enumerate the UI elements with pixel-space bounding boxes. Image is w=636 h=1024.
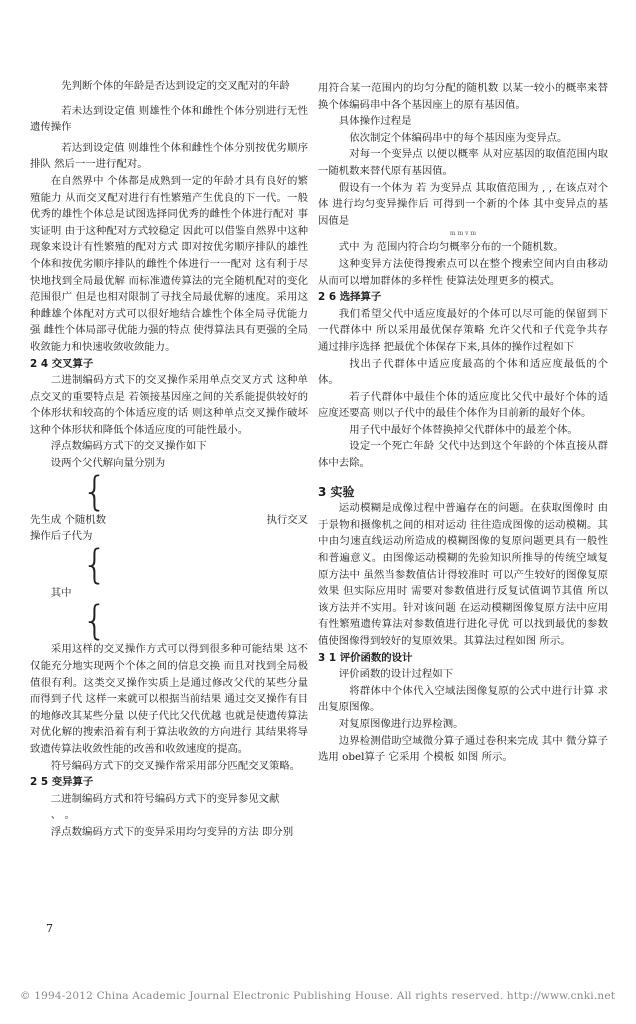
paragraph: 其中 — [50, 586, 72, 599]
equation-brace: { — [82, 541, 108, 588]
paragraph: 用符合某一范围内的均匀分配的随机数 以某一较小的概率来替换个体编码串中各个基因座上的原有基因值。 — [318, 82, 608, 111]
paragraph: 先判断个体的年龄是否达到设定的交叉配对的年龄 — [61, 80, 290, 92]
page-number: 7 — [46, 922, 53, 935]
paragraph: 浮点数编码方式下的变异采用均匀变异的方法 即分别 — [50, 825, 294, 838]
paragraph: 将群体中个体代入空域法图像复原的公式中进行计算 求出复原图像。 — [318, 684, 608, 714]
paragraph: 具体操作过程是 — [338, 115, 412, 128]
paragraph: 在自然界中 个体都是成熟到一定的年龄才具有良好的繁殖能力 从而交叉配对进行有性繁殖产生优良的下一代。一般优秀的雄性个体总是试图选择同优秀的雌性个体进行配对 事实证明 由于这种配对方式较稳定 因此可以借鉴自然界中这种现象来设计有性繁殖的配对方式 即对按优劣顺序排队的雄性个体和按优劣顺序排队的雌性个体进行一一配对 这有利于尽快地找到全局最优解 而标准遗传算法的完全随机配对的变化范围很广 但是也相对限制了寻找全局最优解的速度。采用这种雌雄个体配对方式可以很好地结合雄性个体全局寻优能力强 雌性个体局部寻优能力强的特点 使得算法具有更强的全局收敛能力和快速收敛收敛能力。 — [30, 174, 308, 353]
paragraph: 这种变异方法使得搜索点可以在整个搜索空间内自由移动 从而可以增加群体的多样性 使算法处理更多的模式。 — [318, 257, 608, 287]
paragraph: 设定一个死亡年龄 父代中达到这个年龄的个体直接从群体中去除。 — [318, 440, 608, 470]
equation-line — [30, 512, 308, 529]
equation-brace: { — [82, 468, 108, 515]
equation-subscripts: m m v m — [449, 230, 477, 238]
paragraph: 找出子代群体中适应度最高的个体和适应度最低的个体。 — [318, 357, 608, 387]
text-run: 先生成 个随机数 — [30, 513, 107, 526]
paragraph: 采用这样的交叉操作方式可以得到很多种可能结果 这不仅能充分地实现两个个体之间的信息交换 而且对找到全局极值很有利。这类交叉操作实质上是通过修改父代的某些分量而得到子代 这样一来就可以根据当前结果 通过交叉操作有目的地修改其某些分量 以使子代比父代优越 也就是使遗传算法对优化解的搜索沿着有利于算法收敛的方向进行 其结果将导致遗传算法收敛性能的改善和收敛速度的提高。 — [30, 643, 308, 755]
paragraph: 二进制编码方式和符号编码方式下的变异参见文献 — [50, 792, 280, 805]
paragraph: 评价函数的设计过程如下 — [338, 668, 454, 681]
paragraph: 浮点数编码方式下的交叉操作如下 — [50, 440, 207, 453]
paragraph: 假设有一个体为 若 为变异点 其取值范围为 , , 在该点对个体 进行均匀变异操作后 可得到一个新的个体 其中变异点的基因值是 — [318, 181, 608, 227]
paragraph: 二进制编码方式下的交叉操作采用单点交叉方式 这种单点交叉的重要特点是 若领接基因座之间的关系能提供较好的个体形状和较高的个体适应度的话 则这种单点交叉操作破坏这种个体形状和降低个体适应度的可能性最小。 — [30, 374, 308, 436]
paragraph: 设两个父代解向量分别为 — [50, 457, 166, 470]
copyright-footer: © 1994-2012 China Academic Journal Electronic Publishing House. All rights reserved. http://www.cnki.net — [20, 990, 616, 1002]
text-run: 执行交叉 — [266, 513, 308, 526]
right-column — [318, 80, 608, 766]
equation-brace: { — [82, 598, 108, 645]
paragraph: 对每一个变异点 以便以概率 从对应基因的取值范围内取一随机数来替代原有基因值。 — [318, 148, 608, 177]
paragraph: 式中 为 范围内符合均匀概率分布的一个随机数。 — [338, 241, 564, 254]
section-heading: 2 6 选择算子 — [318, 291, 382, 304]
paragraph: 边界检测借助空域微分算子通过卷积来完成 其中 微分算子选用 obel算子 它采用 个模板 如图 所示。 — [318, 734, 608, 764]
paragraph: 操作后子代为 — [30, 530, 93, 543]
paragraph: 对复原图像进行边界检测。 — [338, 717, 464, 730]
paragraph: 若达到设定值 则雄性个体和雌性个体分别按优劣顺序排队 然后一一进行配对。 — [30, 141, 308, 171]
section-heading: 3 1 评价函数的设计 — [318, 651, 413, 664]
paragraph: 若未达到设定值 则雄性个体和雌性个体分别进行无性遗传操作 — [30, 104, 308, 134]
paragraph: 运动模糊是成像过程中普遍存在的问题。在获取图像时 由于景物和摄像机之间的相对运动 往往造成图像的运动模糊。其中由匀速直线运动所造成的模糊图像的复原问题更具有一般性和普遍意义。由图像运动模糊的先验知识所推导的传统空域复原方法中 虽然当参数值估计得较准时 可以产生较好的图像复原效果 但实际应用时 需要对参数值进行反复试值调节其值 所以该方法并不实用。针对该问题 在运动模糊图像复原方法中应用有性繁殖遗传算法对参数值进行进化寻优 可以找到最优的参数值使图像得到较好的复原效果。其算法过程如图 所示。 — [318, 502, 608, 647]
paragraph: 符号编码方式下的交叉操作常采用部分匹配交叉策略。 — [50, 759, 301, 772]
section-heading: 2 5 变异算子 — [30, 776, 94, 789]
paragraph: 依次制定个体编码串中的每个基因座为变异点。 — [349, 131, 568, 144]
section-heading: 2 4 交叉算子 — [30, 357, 94, 370]
paragraph: 我们希望父代中适应度最好的个体可以尽可能的保留到下一代群体中 所以采用最优保存策略 允许父代和子代竞争共存 通过排序选择 把最优个体保存下来,具体的操作过程如下 — [318, 307, 608, 353]
paragraph: 用子代中最好个体替换掉父代群体中的最差个体。 — [349, 423, 578, 436]
paragraph: 、 。 — [50, 809, 75, 822]
section-heading: 3 实验 — [318, 484, 355, 499]
paragraph: 若子代群体中最佳个体的适应度比父代中最好个体的适应度还要高 则以子代中的最佳个体作为目前新的最好个体。 — [318, 390, 608, 420]
left-column — [30, 64, 308, 841]
